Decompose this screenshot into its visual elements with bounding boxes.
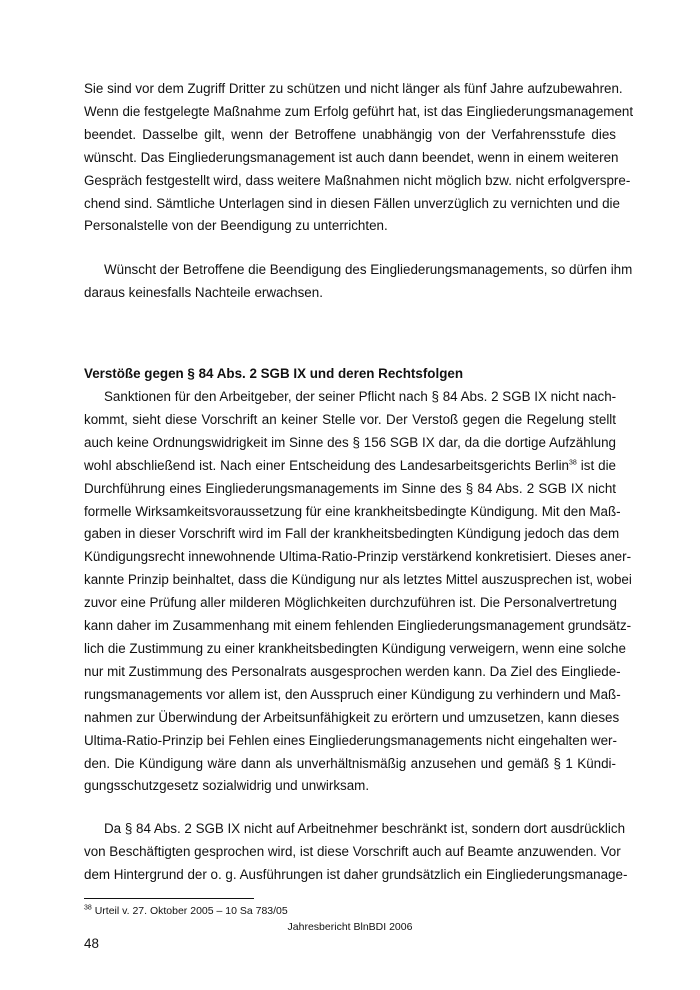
footnote-divider [84, 898, 254, 899]
text-segment: wohl abschließend ist. Nach einer Entscheidung des Landesarbeitsgerichts Berlin [84, 457, 570, 473]
text-line: wünscht. Das Eingliederungsmanagement ist auch dann beendet, wenn in einem weiteren [84, 149, 619, 165]
paragraph-civil-servants [84, 818, 628, 887]
text-line: rungsmanagements vor allem ist, den Ausspruch einer Kündigung zu verhindern und Maß- [84, 686, 621, 702]
text-line: gungsschutzgesetz sozialwidrig und unwirksam. [84, 778, 370, 794]
text-line: Gespräch festgestellt wird, dass weitere Maßnahmen nicht möglich bzw. nicht erfolgverspre- [84, 172, 631, 188]
text-line: Personalstelle von der Beendigung zu unterrichten. [84, 218, 388, 234]
text-line: dem Hintergrund der o. g. Ausführungen ist daher grundsätzlich ein Eingliederungsmanage- [84, 866, 628, 882]
text-line: Ultima-Ratio-Prinzip bei Fehlen eines Eingliederungsmanagements nicht eingehalten wer- [84, 732, 617, 748]
paragraph-violations [84, 386, 632, 798]
text-line: beendet. Dasselbe gilt, wenn der Betroffene unabhängig von der Verfahrensstufe dies [84, 126, 616, 142]
text-line: gaben in dieser Vorschrift wird im Fall der krankheitsbedingten Kündigung jedoch das dem [84, 526, 620, 542]
text-line: chend sind. Sämtliche Unterlagen sind in diesen Fällen unverzüglich zu vernichten und die [84, 195, 620, 211]
text-line: Kündigungsrecht innewohnende Ultima-Ratio-Prinzip verstärkend konkretisiert. Dieses aner- [84, 549, 632, 565]
text-line: formelle Wirksamkeitsvoraussetzung für eine krankheitsbedingte Kündigung. Mit den Maß- [84, 503, 621, 519]
text-line: Sie sind vor dem Zugriff Dritter zu schützen und nicht länger als fünf Jahre aufzubewahren. [84, 81, 623, 96]
text-line: kommt, sieht diese Vorschrift an keiner Stelle vor. Der Verstoß gegen die Regelung stellt [84, 411, 616, 427]
text-line: auch keine Ordnungswidrigkeit im Sinne des § 156 SGB IX dar, da die dortige Aufzählung [84, 434, 616, 450]
text-line: kann daher im Zusammenhang mit einem fehlenden Eingliederungsmanagement grundsätz- [84, 618, 632, 634]
text-line: nur mit Zustimmung des Personalrats ausgesprochen werden kann. Da Ziel des Eingliede- [84, 663, 621, 679]
text-line: Wünscht der Betroffene die Beendigung des Eingliederungsmanagements, so dürfen ihm [104, 262, 633, 277]
footnote-number: 38 [84, 904, 92, 912]
page-number: 48 [84, 936, 99, 951]
text-line: den. Die Kündigung wäre dann als unverhältnismäßig anzusehen und gemäß § 1 Kündi- [84, 755, 616, 771]
text-line: zuvor eine Prüfung aller milderen Möglichkeiten durchzuführen ist. Die Personalvertretung [84, 595, 617, 611]
text-line: von Beschäftigten gesprochen wird, ist diese Vorschrift auch auf Beamte anzuwenden. Vor [84, 843, 621, 859]
text-line: Wenn die festgelegte Maßnahme zum Erfolg geführt hat, ist das Eingliederungsmanagement [84, 103, 634, 119]
text-line: kannte Prinzip beinhaltet, dass die Kündigung nur als letztes Mittel auszusprechen ist, wobei [84, 572, 632, 588]
section-heading: Verstöße gegen § 84 Abs. 2 SGB IX und deren Rechtsfolgen [84, 366, 463, 381]
text-line: lich die Zustimmung zu einer krankheitsbedingten Kündigung verweigern, wenn eine solche [84, 640, 626, 656]
paragraph-termination-wish [84, 259, 633, 305]
text-line-with-footnote [84, 455, 616, 478]
running-footer-title: Jahresbericht BlnBDI 2006 [287, 921, 413, 933]
text-line: Da § 84 Abs. 2 SGB IX nicht auf Arbeitnehmer beschränkt ist, sondern dort ausdrücklich [104, 821, 626, 836]
paragraph-retention [84, 78, 634, 238]
text-line: Durchführung eines Eingliederungsmanagements im Sinne des § 84 Abs. 2 SGB IX nicht [84, 480, 616, 496]
text-line: nahmen zur Überwindung der Arbeitsunfähigkeit zu erörtern und umzusetzen, kann dieses [84, 709, 620, 725]
footnote [84, 904, 288, 918]
footnote-text: Urteil v. 27. Oktober 2005 – 10 Sa 783/05 [94, 905, 288, 917]
text-line: Sanktionen für den Arbeitgeber, der seiner Pflicht nach § 84 Abs. 2 SGB IX nicht nach- [104, 389, 617, 404]
text-line: daraus keinesfalls Nachteile erwachsen. [84, 284, 323, 300]
footnote-reference: 38 [569, 459, 577, 467]
text-segment: ist die [576, 457, 616, 473]
